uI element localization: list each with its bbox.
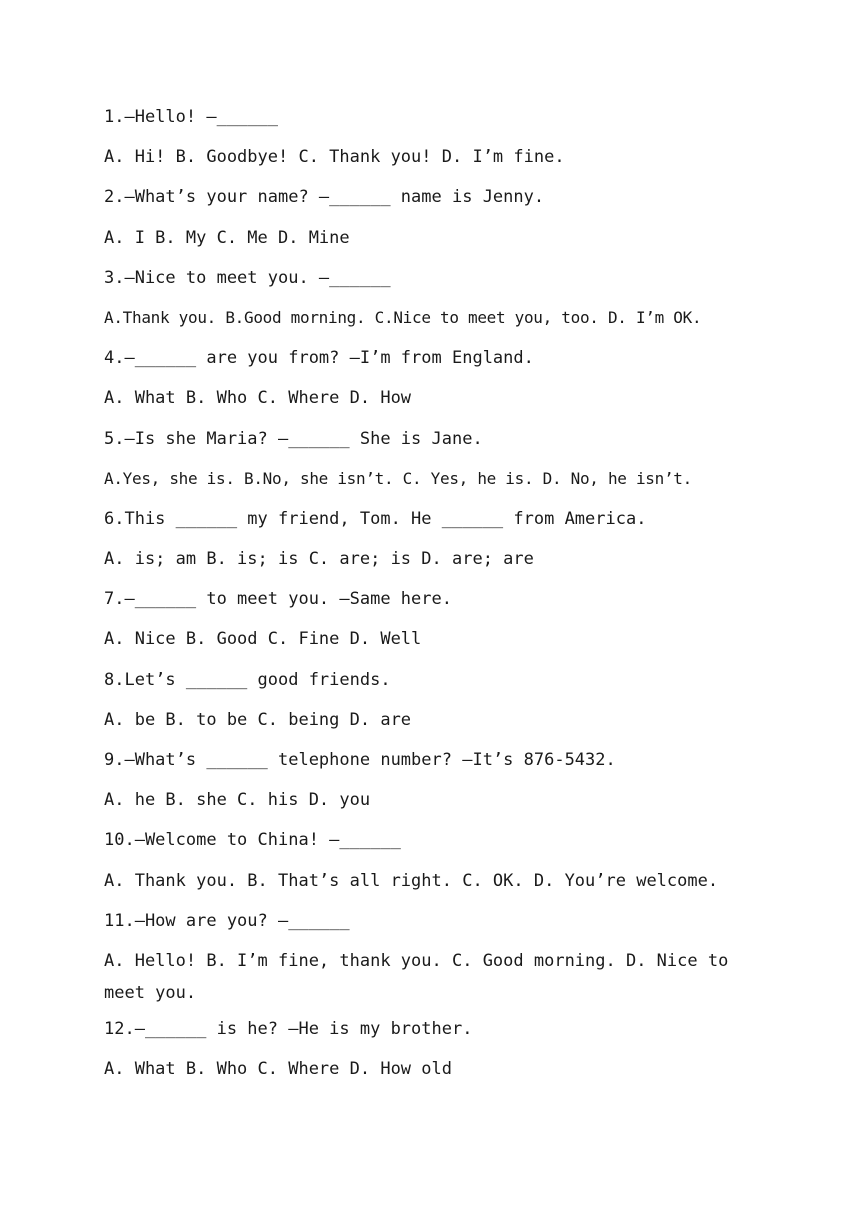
question-5-stem: 5.—Is she Maria? —______ She is Jane. xyxy=(104,428,483,449)
question-7-options: A. Nice B. Good C. Fine D. Well xyxy=(104,629,422,650)
question-7-stem: 7.—______ to meet you. —Same here. xyxy=(104,589,452,610)
question-9-options: A. he B. she C. his D. you xyxy=(104,790,371,811)
question-2-options: A. I B. My C. Me D. Mine xyxy=(104,227,350,248)
question-8-stem: 8.Let’s ______ good friends. xyxy=(104,669,391,690)
worksheet xyxy=(104,103,764,1095)
question-12-stem: 12.—______ is he? —He is my brother. xyxy=(104,1018,473,1039)
question-9-stem: 9.—What’s ______ telephone number? —It’s 876-5432. xyxy=(104,750,616,770)
question-4-options: A. What B. Who C. Where D. How xyxy=(104,388,412,409)
question-3-stem: 3.—Nice to meet you. —______ xyxy=(104,267,391,288)
question-5-options: A.Yes, she is. B.No, she isn’t. C. Yes, he is. D. No, he isn’t. xyxy=(104,468,692,488)
question-10-options: A. Thank you. B. That’s all right. C. OK. D. You’re welcome. xyxy=(104,870,719,891)
question-2-stem: 2.—What’s your name? —______ name is Jenny. xyxy=(104,187,545,208)
question-8-options: A. be B. to be C. being D. are xyxy=(104,709,412,730)
question-11-options: A. Hello! B. I’m fine, thank you. C. Good morning. D. Nice to meet you. xyxy=(104,950,739,1003)
question-6-stem: 6.This ______ my friend, Tom. He ______ from America. xyxy=(104,508,647,529)
question-1-options: A. Hi! B. Goodbye! C. Thank you! D. I’m fine. xyxy=(104,147,565,168)
question-11-stem: 11.—How are you? —______ xyxy=(104,910,350,931)
question-1-stem: 1.—Hello! —______ xyxy=(104,107,278,127)
question-6-options: A. is; am B. is; is C. are; is D. are; are xyxy=(104,549,534,570)
question-10-stem: 10.—Welcome to China! —______ xyxy=(104,830,401,851)
question-12-options: A. What B. Who C. Where D. How old xyxy=(104,1059,452,1080)
question-4-stem: 4.—______ are you from? —I’m from England. xyxy=(104,348,534,369)
question-3-options: A.Thank you. B.Good morning. C.Nice to meet you, too. D. I’m OK. xyxy=(104,307,702,327)
